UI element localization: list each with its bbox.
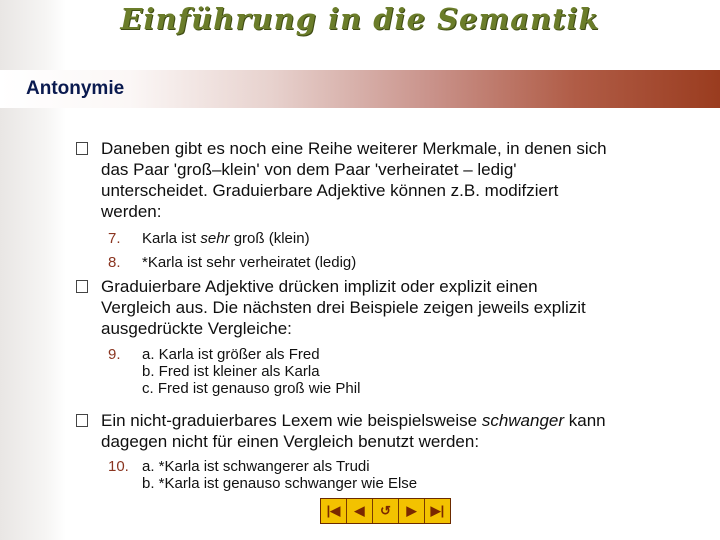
first-slide-button[interactable] [321, 499, 347, 523]
example-7-emphasis: sehr [200, 230, 230, 247]
example-9-line-b: b. Fred ist kleiner als Karla [142, 363, 320, 380]
bullet-3-pre: Ein nicht-graduierbares Lexem wie beispielsweise [101, 411, 482, 430]
bullet-3-emphasis: schwanger [481, 411, 565, 430]
example-9-line-a: a. Karla ist größer als Fred [142, 346, 320, 363]
bullet-1-line-2: das Paar 'groß–klein' von dem Paar 'verheiratet – ledig' [101, 160, 517, 179]
bullet-2-line-2: Vergleich aus. Die nächsten drei Beispiele zeigen jeweils explizit [101, 298, 586, 317]
bullet-3-line-1 [101, 410, 701, 431]
example-8-text: *Karla ist sehr verheiratet (ledig) [142, 254, 357, 271]
last-slide-icon: ▶| [430, 503, 445, 518]
bullet-2-line-3: ausgedrückte Vergleiche: [101, 319, 292, 338]
slide-title: Antonymie [26, 78, 125, 99]
slide-navigation-bar [320, 498, 451, 524]
checkbox-bullet-icon [76, 414, 90, 428]
previous-slide-button[interactable] [347, 499, 373, 523]
bullet-3-text [101, 410, 701, 452]
bullet-1-text [101, 138, 701, 222]
previous-slide-icon: ◀ [354, 503, 365, 518]
header-title: Einführung in die Semantik [120, 2, 600, 36]
example-7-post: groß (klein) [229, 230, 310, 247]
example-10-line-b: b. *Karla ist genauso schwanger wie Else [142, 475, 418, 492]
example-7-pre: Karla ist [142, 230, 201, 247]
return-icon: ↺ [380, 503, 391, 518]
checkbox-bullet-icon [76, 142, 90, 156]
example-number-9: 9. [108, 346, 121, 363]
bullet-2-line-1: Graduierbare Adjektive drücken implizit oder explizit einen [101, 277, 538, 296]
bullet-1-line-4: werden: [101, 202, 162, 221]
bullet-3-post: kann [564, 411, 606, 430]
example-number-10: 10. [108, 458, 129, 475]
next-slide-icon: ▶ [406, 503, 417, 518]
return-button[interactable] [373, 499, 399, 523]
checkbox-bullet-icon [76, 280, 90, 294]
example-7-text [142, 230, 310, 247]
example-10-text [142, 458, 417, 492]
slide-title-bar [0, 70, 720, 108]
bullet-1-line-3: unterscheidet. Graduierbare Adjektive können z.B. modifziert [101, 181, 559, 200]
bullet-1-line-1: Daneben gibt es noch eine Reihe weiterer Merkmale, in denen sich [101, 139, 607, 158]
example-10-line-a: a. *Karla ist schwangerer als Trudi [142, 458, 370, 475]
bullet-2-text [101, 276, 701, 339]
first-slide-icon: |◀ [326, 503, 341, 518]
example-9-text [142, 346, 360, 397]
example-9-line-c: c. Fred ist genauso groß wie Phil [142, 380, 361, 397]
next-slide-button[interactable] [399, 499, 425, 523]
last-slide-button[interactable] [425, 499, 450, 523]
example-number-7: 7. [108, 230, 121, 247]
bullet-3-line-2: dagegen nicht für einen Vergleich benutzt werden: [101, 432, 480, 451]
example-number-8: 8. [108, 254, 121, 271]
